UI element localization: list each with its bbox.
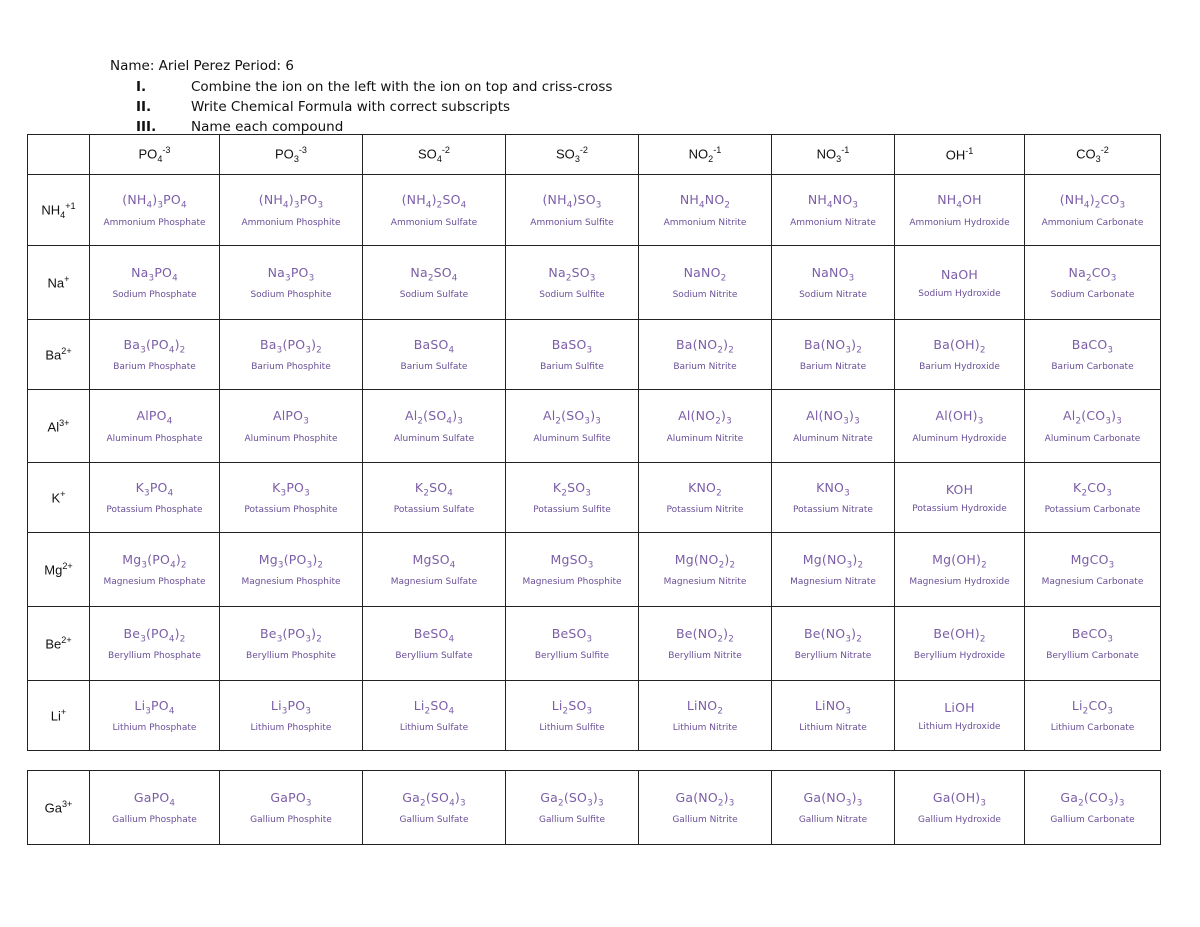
compound-formula: LiOH xyxy=(944,699,975,715)
cation-row xyxy=(28,175,1161,246)
instruction-number: III. xyxy=(136,119,157,135)
compound-cell xyxy=(1025,533,1161,607)
compound-cell xyxy=(506,175,639,246)
compound-name: Sodium Phosphate xyxy=(112,290,197,301)
compound-name: Barium Nitrate xyxy=(799,362,867,373)
compound-name: Beryllium Nitrate xyxy=(794,651,872,662)
compound-formula: BaCO$_3$ xyxy=(1071,336,1114,356)
compound-name: Aluminum Hydroxide xyxy=(912,433,1007,444)
compound-formula: $Mg(OH)_2$ xyxy=(932,551,987,571)
compound-cell xyxy=(895,390,1025,463)
compound-cell xyxy=(639,607,772,681)
compound-formula: AlPO$_4$ xyxy=(136,408,173,427)
compound-name: Magnesium Nitrate xyxy=(790,577,876,588)
compound-formula: $Ga(NO_2)_3$ xyxy=(675,789,735,809)
compound-formula: $Mg(NO_2)_2$ xyxy=(674,551,736,571)
compound-name: Aluminum Sulfite xyxy=(533,433,611,444)
cation-row xyxy=(28,390,1161,463)
compound-name: Potassium Phosphate xyxy=(106,505,203,516)
compound-cell xyxy=(772,771,895,845)
compound-cell xyxy=(1025,607,1161,681)
compound-name: Lithium Phosphite xyxy=(250,723,332,734)
compound-formula: $Li_2SO_4$ xyxy=(413,697,455,717)
compound-name: Potassium Hydroxide xyxy=(912,503,1007,514)
compound-name: Aluminum Phosphate xyxy=(106,433,203,444)
compound-cell xyxy=(220,771,363,845)
compound-name: Potassium Nitrate xyxy=(793,505,873,516)
instruction-text: Name each compound xyxy=(191,119,344,135)
compound-name: Lithium Carbonate xyxy=(1050,723,1135,734)
compound-formula: $K_2SO_3$ xyxy=(552,479,592,499)
compound-cell xyxy=(90,390,220,463)
compound-formula: $Al_2(SO_4)_3$ xyxy=(404,408,464,427)
compound-formula: $Al_2(CO_3)_3$ xyxy=(1063,408,1122,427)
compound-formula: $NH_4OH$ xyxy=(937,192,982,211)
compound-name: Gallium Sulfate xyxy=(399,815,469,826)
compound-cell xyxy=(639,175,772,246)
compound-formula: $Ba_3(PO_3)_2$ xyxy=(260,336,322,356)
compound-cell xyxy=(639,533,772,607)
compound-formula: $Al(NO_3)_3$ xyxy=(806,408,860,427)
compound-formula: NaNO$_3$ xyxy=(811,264,855,284)
compound-cell xyxy=(1025,681,1161,751)
compound-name: Barium Sulfate xyxy=(400,362,468,373)
compound-cell xyxy=(895,175,1025,246)
compound-name: Gallium Sulfite xyxy=(539,815,605,826)
compound-cell xyxy=(1025,463,1161,533)
cation-header: Li+ xyxy=(28,681,90,751)
compound-formula: $Ba(NO_2)_2$ xyxy=(676,336,734,356)
compound-name: Lithium Nitrate xyxy=(799,723,867,734)
compound-formula: $(NH_4)_2SO_4$ xyxy=(401,192,467,211)
compound-formula: LiNO$_3$ xyxy=(814,697,852,717)
compound-name: Potassium Nitrite xyxy=(666,505,744,516)
compound-cell xyxy=(639,246,772,320)
compound-cell xyxy=(90,463,220,533)
compound-formula: MgSO$_3$ xyxy=(550,551,594,571)
compound-name: Potassium Carbonate xyxy=(1044,505,1141,516)
compound-formula: $KNO_3$ xyxy=(816,479,850,499)
cation-row xyxy=(28,533,1161,607)
compound-name: Gallium Nitrite xyxy=(672,815,738,826)
compound-cell xyxy=(895,607,1025,681)
compound-formula: $Na_2SO_3$ xyxy=(548,264,596,284)
compound-formula: MgSO$_4$ xyxy=(412,551,456,571)
compound-cell xyxy=(363,175,506,246)
compound-formula: BaSO$_4$ xyxy=(413,336,455,356)
compound-name: Potassium Phosphite xyxy=(244,505,338,516)
compound-cell xyxy=(895,681,1025,751)
cation-header: $Al^{3+}$ xyxy=(28,390,90,463)
compound-cell xyxy=(90,607,220,681)
compound-formula: KOH xyxy=(945,481,974,497)
compound-formula: $Mg_3(PO_4)_2$ xyxy=(122,551,187,571)
compound-name: Sodium Hydroxide xyxy=(918,288,1001,299)
compound-cell xyxy=(506,533,639,607)
compound-formula: $Na_3PO_4$ xyxy=(131,264,178,284)
compound-cell xyxy=(895,771,1025,845)
anion-header: $NO_3^{-1}$ xyxy=(772,135,895,175)
cation-row xyxy=(28,463,1161,533)
compound-formula: $NH_4NO_2$ xyxy=(679,192,731,211)
compound-name: Beryllium Sulfate xyxy=(395,651,473,662)
compound-cell xyxy=(506,771,639,845)
compound-formula: $Li_2SO_3$ xyxy=(551,697,593,717)
compound-name: Sodium Nitrite xyxy=(672,290,738,301)
compound-cell xyxy=(1025,771,1161,845)
compound-cell xyxy=(220,533,363,607)
compound-cell xyxy=(90,246,220,320)
compound-name: Magnesium Carbonate xyxy=(1041,577,1144,588)
compound-formula: $Al(NO_2)_3$ xyxy=(678,408,732,427)
compound-name: Aluminum Carbonate xyxy=(1044,433,1141,444)
compound-name: Sodium Phosphite xyxy=(250,290,332,301)
compound-name: Ammonium Sulfate xyxy=(390,217,478,228)
cation-header: $Ba^{2+}$ xyxy=(28,320,90,390)
compound-cell xyxy=(363,246,506,320)
compound-formula: GaPO$_4$ xyxy=(133,789,176,809)
compound-formula: $Mg_3(PO_3)_2$ xyxy=(258,551,324,571)
compound-name: Ammonium Phosphate xyxy=(103,217,206,228)
compound-cell xyxy=(220,246,363,320)
compound-cell xyxy=(220,320,363,390)
anion-header: $SO_4^{-2}$ xyxy=(363,135,506,175)
compound-name: Sodium Carbonate xyxy=(1050,290,1135,301)
compound-cell xyxy=(772,463,895,533)
compound-cell xyxy=(895,320,1025,390)
anion-header: $PO_3^{-3}$ xyxy=(220,135,363,175)
compound-name: Gallium Nitrate xyxy=(798,815,868,826)
compound-cell xyxy=(772,175,895,246)
compound-formula: MgCO$_3$ xyxy=(1070,551,1115,571)
compound-name: Beryllium Phosphite xyxy=(246,651,336,662)
cation-row xyxy=(28,771,1161,845)
compound-name: Lithium Sulfite xyxy=(539,723,605,734)
compound-formula: $Al(OH)_3$ xyxy=(935,408,984,427)
worksheet-header xyxy=(110,58,612,137)
compound-formula: $Al_2(SO_3)_3$ xyxy=(542,408,602,427)
cation-row xyxy=(28,681,1161,751)
compound-name: Beryllium Sulfite xyxy=(534,651,610,662)
instruction-1 xyxy=(110,77,612,97)
compound-formula: $Ba(OH)_2$ xyxy=(933,336,986,356)
compound-cell xyxy=(363,681,506,751)
compound-name: Barium Nitrite xyxy=(673,362,737,373)
compound-name: Aluminum Nitrate xyxy=(793,433,873,444)
compound-formula: $Ga(NO_3)_3$ xyxy=(803,789,863,809)
anion-header: $CO_3^{-2}$ xyxy=(1025,135,1161,175)
compound-name: Beryllium Nitrite xyxy=(668,651,742,662)
compound-name: Magnesium Phosphite xyxy=(241,577,341,588)
anion-header: $SO_3^{-2}$ xyxy=(506,135,639,175)
compound-name: Aluminum Phosphite xyxy=(244,433,338,444)
student-name-period: Name: Ariel Perez Period: 6 xyxy=(110,58,294,74)
compound-formula: $Mg(NO_3)_2$ xyxy=(802,551,864,571)
compound-cell xyxy=(506,681,639,751)
compound-cell xyxy=(639,390,772,463)
compound-name: Lithium Hydroxide xyxy=(918,721,1001,732)
instruction-text: Write Chemical Formula with correct subscripts xyxy=(191,99,511,115)
compound-formula: $Na_2SO_4$ xyxy=(410,264,458,284)
compound-cell xyxy=(772,533,895,607)
compound-cell xyxy=(1025,390,1161,463)
cation-row xyxy=(28,246,1161,320)
compound-name: Beryllium Carbonate xyxy=(1046,651,1139,662)
compound-name: Sodium Nitrate xyxy=(799,290,867,301)
compound-formula: $Na_3PO_3$ xyxy=(267,264,315,284)
compound-cell xyxy=(895,463,1025,533)
compound-cell xyxy=(90,175,220,246)
compound-name: Ammonium Hydroxide xyxy=(909,217,1010,228)
compound-name: Aluminum Sulfate xyxy=(393,433,475,444)
compound-formula: $Be(OH)_2$ xyxy=(933,625,986,645)
compound-cell xyxy=(895,246,1025,320)
compound-name: Lithium Phosphate xyxy=(112,723,197,734)
compound-cell xyxy=(895,533,1025,607)
compound-cell xyxy=(90,533,220,607)
compound-cell xyxy=(220,390,363,463)
compound-formula: $Li_3PO_4$ xyxy=(134,697,175,717)
compound-name: Ammonium Nitrate xyxy=(790,217,876,228)
compound-name: Barium Sulfite xyxy=(540,362,604,373)
compound-formula: NaNO$_2$ xyxy=(683,264,727,284)
compound-name: Lithium Sulfate xyxy=(399,723,469,734)
compound-cell xyxy=(772,246,895,320)
compound-cell xyxy=(639,463,772,533)
cation-header: Na+ xyxy=(28,246,90,320)
compound-formula: $Ga(OH)_3$ xyxy=(932,789,987,809)
cation-header: $Mg^{2+}$ xyxy=(28,533,90,607)
compound-formula: BaSO$_3$ xyxy=(551,336,593,356)
compound-cell xyxy=(363,607,506,681)
compound-formula: $K_2CO_3$ xyxy=(1073,479,1112,499)
corner-cell xyxy=(28,135,90,175)
compound-formula: $K_3PO_3$ xyxy=(272,479,310,499)
compound-formula: $NH_4NO_3$ xyxy=(807,192,859,211)
compound-cell xyxy=(90,320,220,390)
compound-cell xyxy=(220,463,363,533)
compound-name: Barium Hydroxide xyxy=(919,362,1000,373)
instruction-text: Combine the ion on the left with the ion on top and criss-cross xyxy=(191,79,613,95)
compound-formula: $Li_2CO_3$ xyxy=(1071,697,1114,717)
additional-cation-table xyxy=(27,770,1161,845)
cation-row xyxy=(28,320,1161,390)
compound-formula: $KNO_2$ xyxy=(688,479,722,499)
compound-name: Sodium Sulfate xyxy=(399,290,469,301)
compound-cell xyxy=(1025,246,1161,320)
compound-formula: NaOH xyxy=(940,266,979,282)
compound-formula: $Ga_2(CO_3)_3$ xyxy=(1060,789,1125,809)
compound-name: Potassium Sulfate xyxy=(393,505,475,516)
compound-name: Magnesium Hydroxide xyxy=(909,577,1010,588)
compound-cell xyxy=(506,390,639,463)
compound-name: Gallium Phosphite xyxy=(250,815,332,826)
compound-name: Aluminum Nitrite xyxy=(666,433,744,444)
cation-header: $NH_4^{+1}$ xyxy=(28,175,90,246)
compound-name: Beryllium Hydroxide xyxy=(913,651,1006,662)
compound-formula: $Li_3PO_3$ xyxy=(270,697,312,717)
anion-header-row xyxy=(28,135,1161,175)
compound-name: Sodium Sulfite xyxy=(539,290,605,301)
compound-cell xyxy=(506,607,639,681)
compound-cell xyxy=(363,533,506,607)
compound-name: Ammonium Carbonate xyxy=(1041,217,1144,228)
compound-name: Ammonium Nitrite xyxy=(663,217,747,228)
compound-name: Magnesium Phosphite xyxy=(522,577,622,588)
compound-cell xyxy=(639,771,772,845)
compound-formula: $Ga_2(SO_3)_3$ xyxy=(540,789,604,809)
compound-name: Ammonium Sulfite xyxy=(530,217,614,228)
compound-cell xyxy=(772,390,895,463)
compound-formula: BeSO$_3$ xyxy=(551,625,593,645)
compound-cell xyxy=(506,320,639,390)
compound-name: Beryllium Phosphate xyxy=(108,651,201,662)
compound-name: Barium Carbonate xyxy=(1051,362,1134,373)
compound-formula: $K_2SO_4$ xyxy=(414,479,454,499)
compound-formula: $(NH_4)_2CO_3$ xyxy=(1059,192,1126,211)
compound-cell xyxy=(639,320,772,390)
compound-formula: $Be_3(PO_3)_2$ xyxy=(260,625,322,645)
compound-cell xyxy=(363,771,506,845)
cation-header: K+ xyxy=(28,463,90,533)
compound-cell xyxy=(220,607,363,681)
compound-formula: BeSO$_4$ xyxy=(413,625,455,645)
compound-name: Magnesium Phosphate xyxy=(103,577,206,588)
compound-formula: $(NH_4)_3PO_3$ xyxy=(258,192,324,211)
compound-name: Barium Phosphite xyxy=(251,362,331,373)
compound-formula: GaPO$_3$ xyxy=(270,789,312,809)
compound-formula: $Na_2CO_3$ xyxy=(1068,264,1117,284)
compound-cell xyxy=(772,681,895,751)
compound-cell xyxy=(772,607,895,681)
compound-formula: $Be_3(PO_4)_2$ xyxy=(123,625,186,645)
compound-cell xyxy=(363,320,506,390)
compound-formula: $(NH_4)SO_3$ xyxy=(542,192,602,211)
compound-name: Gallium Hydroxide xyxy=(918,815,1001,826)
cation-header: $Be^{2+}$ xyxy=(28,607,90,681)
compound-formula: $Be(NO_2)_2$ xyxy=(676,625,734,645)
compound-cell xyxy=(90,771,220,845)
compound-formula: $Ba_3(PO_4)_2$ xyxy=(123,336,186,356)
cation-header: $Ga^{3+}$ xyxy=(28,771,90,845)
ionic-compounds-table xyxy=(27,134,1161,751)
compound-cell xyxy=(220,681,363,751)
compound-cell xyxy=(363,390,506,463)
compound-name: Magnesium Nitrite xyxy=(663,577,747,588)
compound-cell xyxy=(220,175,363,246)
compound-name: Ammonium Phosphite xyxy=(241,217,341,228)
compound-cell xyxy=(506,246,639,320)
compound-formula: $Be(NO_3)_2$ xyxy=(804,625,862,645)
instruction-number: I. xyxy=(136,79,147,95)
anion-header: $NO_2^{-1}$ xyxy=(639,135,772,175)
compound-cell xyxy=(506,463,639,533)
compound-formula: $K_3PO_4$ xyxy=(135,479,174,499)
compound-name: Potassium Sulfite xyxy=(533,505,611,516)
compound-name: Gallium Carbonate xyxy=(1050,815,1135,826)
compound-name: Gallium Phosphate xyxy=(112,815,197,826)
compound-cell xyxy=(1025,320,1161,390)
anion-header: $PO_4^{-3}$ xyxy=(90,135,220,175)
cation-row xyxy=(28,607,1161,681)
instruction-number: II. xyxy=(136,99,152,115)
compound-formula: $Ga_2(SO_4)_3$ xyxy=(402,789,466,809)
anion-header: $OH^{-1}$ xyxy=(895,135,1025,175)
compound-name: Lithium Nitrite xyxy=(672,723,738,734)
compound-formula: BeCO$_3$ xyxy=(1071,625,1114,645)
compound-formula: LiNO$_2$ xyxy=(686,697,724,717)
instruction-2 xyxy=(110,97,612,117)
compound-cell xyxy=(90,681,220,751)
compound-formula: $Ba(NO_3)_2$ xyxy=(804,336,862,356)
compound-cell xyxy=(1025,175,1161,246)
compound-cell xyxy=(363,463,506,533)
compound-cell xyxy=(639,681,772,751)
compound-formula: AlPO$_3$ xyxy=(273,408,309,427)
compound-formula: $(NH_4)_3PO_4$ xyxy=(122,192,187,211)
compound-name: Magnesium Sulfate xyxy=(390,577,478,588)
compound-name: Barium Phosphate xyxy=(113,362,196,373)
compound-cell xyxy=(772,320,895,390)
